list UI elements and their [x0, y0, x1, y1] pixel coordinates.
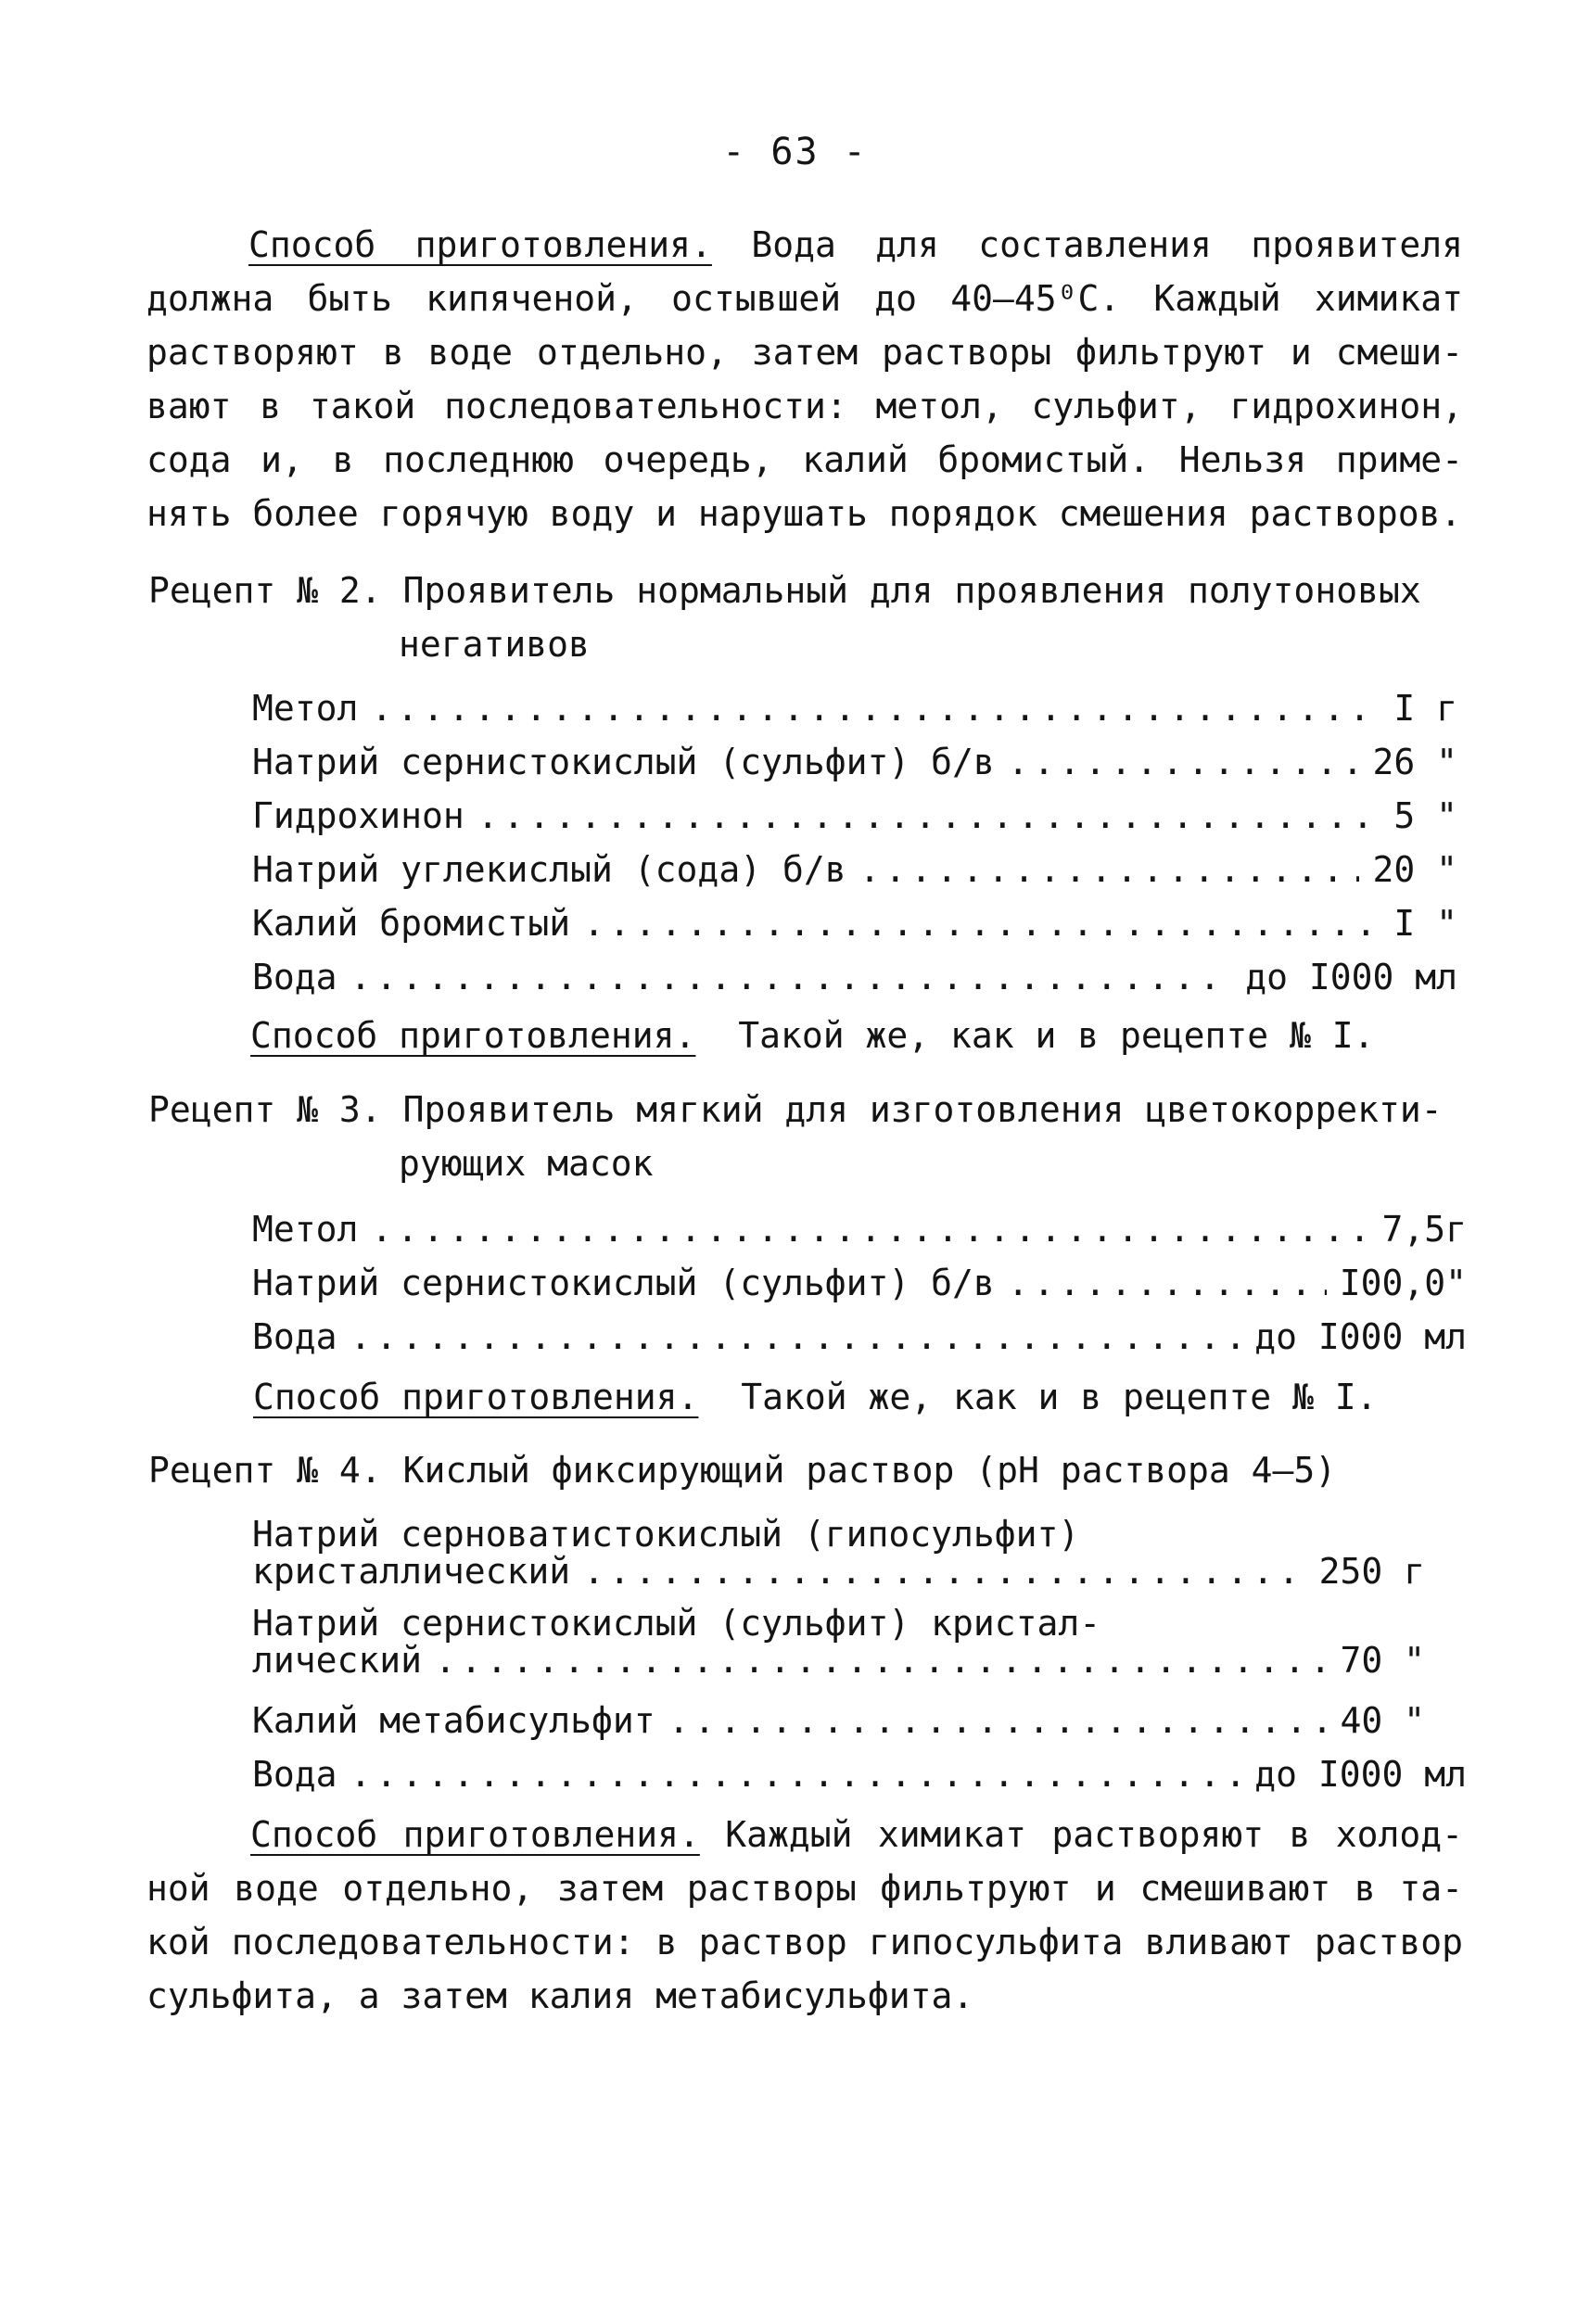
ingredient-qty: 20 " — [1372, 849, 1457, 890]
ingredient-name: Натрий сернистокислый (сульфит) б/в — [252, 742, 995, 782]
ingredient-row — [252, 789, 1457, 843]
paragraph-line: сода и, в последнюю очередь, калий бромистый. Нельзя приме- — [146, 439, 1463, 480]
paragraph-line: ной воде отдельно, затем растворы фильтруют и смешивают в та- — [146, 1868, 1463, 1909]
recipe-3-method — [146, 1370, 1463, 1424]
recipe-title-continued: негативов — [399, 624, 590, 665]
paragraph-line: Вода для составления проявителя — [751, 224, 1464, 265]
ingredient-qty: до I000 мл — [1254, 1316, 1467, 1357]
paragraph-line: сульфита, а затем калия метабисульфита. — [146, 1975, 974, 2016]
recipe-2-heading — [148, 564, 1465, 671]
ingredient-row — [252, 950, 1457, 1004]
method-heading: Способ приготовления. — [248, 224, 712, 265]
method-text: Такой же, как и в рецепте № I. — [738, 1015, 1375, 1056]
ingredient-name: Натрий серноватистокислый (гипосульфит) — [252, 1514, 1080, 1555]
ingredient-name: Метол — [252, 688, 359, 729]
recipe-3-heading — [148, 1083, 1465, 1190]
method-heading: Способ приготовления. — [253, 1377, 699, 1417]
ingredient-name: Натрий сернистокислый (сульфит) б/в — [252, 1263, 995, 1303]
paragraph-line: Каждый химикат растворяют в холод- — [725, 1814, 1463, 1855]
ingredient-row — [252, 1310, 1467, 1364]
paragraph-line: должна быть кипяченой, остывшей до 40–45⁰С. Каждый химикат — [146, 278, 1463, 319]
ingredient-name: Метол — [252, 1209, 359, 1250]
recipe-3-ingredients — [252, 1202, 1467, 1364]
ingredient-name: Гидрохинон — [252, 795, 464, 836]
page-number: - 63 - — [722, 131, 868, 173]
ingredient-row — [252, 681, 1457, 735]
ingredient-name: Вода — [252, 957, 337, 997]
paragraph-line: растворяют в воде отдельно, затем растворы фильтруют и смеши- — [146, 332, 1463, 373]
ingredient-name-continued: кристаллический — [252, 1551, 571, 1592]
ingredient-qty: до I000 мл — [1254, 1754, 1467, 1795]
ingredient-row — [252, 735, 1457, 789]
method-heading: Способ приготовления. — [250, 1814, 700, 1855]
ingredient-qty: I00,0" — [1339, 1263, 1467, 1303]
method-text: Такой же, как и в рецепте № I. — [741, 1377, 1378, 1417]
ingredient-qty: 70 " — [1340, 1640, 1425, 1681]
recipe-label: Рецепт № 4. — [148, 1450, 382, 1491]
recipe-label: Рецепт № 2. — [148, 570, 382, 611]
ingredient-row — [252, 1516, 1425, 1590]
paragraph-line: вают в такой последовательности: метол, сульфит, гидрохинон, — [146, 386, 1463, 426]
ingredient-row — [252, 1694, 1425, 1747]
ingredient-qty: 250 г — [1318, 1551, 1425, 1592]
ingredient-name: Вода — [252, 1316, 337, 1357]
ingredient-row — [252, 1605, 1425, 1679]
ingredient-name-continued: лический — [252, 1640, 423, 1681]
ingredient-row — [252, 1202, 1467, 1256]
method-paragraph-1 — [146, 218, 1463, 540]
recipe-title: Проявитель нормальный для проявления полутоновых — [402, 570, 1421, 611]
ingredient-qty: 5 " — [1393, 795, 1457, 836]
ingredient-row — [252, 1747, 1467, 1801]
recipe-title: Кислый фиксирующий раствор (рН раствора 4–5) — [402, 1450, 1337, 1491]
ingredient-qty: 26 " — [1372, 742, 1457, 782]
ingredient-qty: I " — [1393, 903, 1457, 944]
ingredient-name: Натрий сернистокислый (сульфит) кристал- — [252, 1603, 1101, 1644]
ingredient-name: Калий бромистый — [252, 903, 571, 944]
ingredient-qty: до I000 мл — [1245, 957, 1457, 997]
recipe-label: Рецепт № 3. — [148, 1089, 382, 1130]
method-paragraph-final — [146, 1808, 1463, 2023]
recipe-2-ingredients — [252, 681, 1457, 1004]
ingredient-qty: 40 " — [1340, 1700, 1425, 1741]
ingredient-row — [252, 843, 1457, 896]
paragraph-line: нять более горячую воду и нарушать порядок смешения растворов. — [146, 493, 1462, 534]
ingredient-name: Калий метабисульфит — [252, 1700, 655, 1741]
ingredient-name: Натрий углекислый (сода) б/в — [252, 849, 846, 890]
ingredient-name: Вода — [252, 1754, 337, 1795]
recipe-title: Проявитель мягкий для изготовления цветокорректи- — [402, 1089, 1443, 1130]
recipe-2-method — [146, 1009, 1463, 1062]
ingredient-qty: I г — [1393, 688, 1457, 729]
recipe-4-ingredients — [252, 1514, 1467, 1801]
paragraph-line: кой последовательности: в раствор гипосульфита вливают раствор — [146, 1922, 1463, 1962]
recipe-title-continued: рующих масок — [399, 1143, 654, 1184]
method-heading: Способ приготовления. — [250, 1015, 696, 1056]
ingredient-row — [252, 1256, 1467, 1310]
ingredient-qty: 7,5г — [1381, 1209, 1467, 1250]
recipe-4-heading — [148, 1443, 1465, 1497]
ingredient-row — [252, 896, 1457, 950]
